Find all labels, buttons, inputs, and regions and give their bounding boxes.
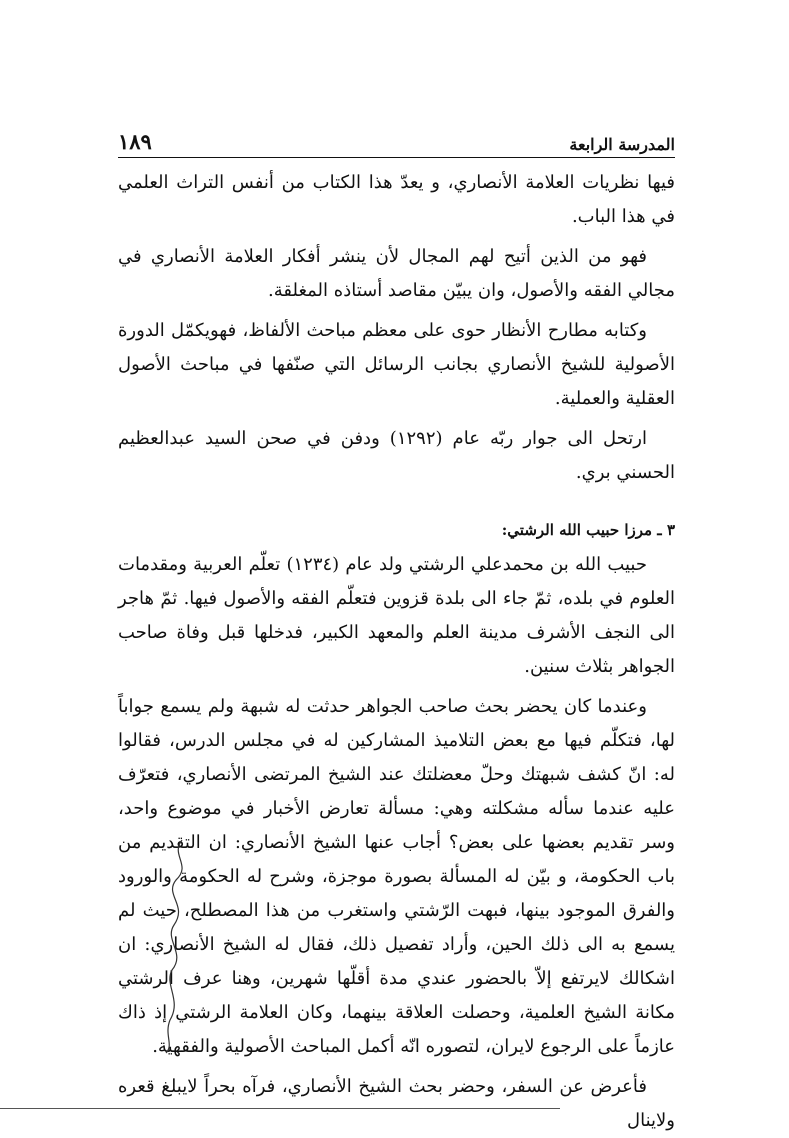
paragraph: فيها نظريات العلامة الأنصاري، و يعدّ هذا الكتاب من أنفس التراث العلمي في هذا الباب. [118,172,675,227]
page-number: ١٨٩ [118,129,152,154]
handwritten-margin-mark [152,835,202,1055]
paragraph: وكتابه مطارح الأنظار حوى على معظم مباحث الألفاظ، فهويكمّل الدورة الأصولية للشيخ الأنصاري بجانب الرسائل التي صنّفها في مباحث الأصول العقلية والعملية. [118,320,675,409]
paragraph: فهو من الذين أتيح لهم المجال لأن ينشر أفكار العلامة الأنصاري في مجالي الفقه والأصول، وان يبيّن مقاصد أستاذه المغلقة. [118,246,675,301]
page-header [118,126,675,154]
paragraph: فأعرض عن السفر، وحضر بحث الشيخ الأنصاري، فرآه بحراً لايبلغ قعره ولاينال [118,1076,675,1131]
bottom-page-edge [0,1108,560,1109]
paragraph: وعندما كان يحضر بحث صاحب الجواهر حدثت له شبهة ولم يسمع جواباً لها، فتكلّم فيها مع بعض التلاميذ المشاركين له في مجلس الدرس، فقالوا له: انّ كشف شبهتك وحلّ معضلتك عند الشيخ المرتضى الأنصاري، فتعرّف عليه عندما سأله مشكلته وهي: مسألة تعارض الأخبار في موضوع واحد، وسر تقديم بعضها على بعض؟ أجاب عنها الشيخ الأنصاري: ان التقديم من باب الحكومة، و بيّن له المسألة بصورة موجزة، وشرح له الحكومة والورود والفرق الموجود بينها، فبهت الرّشتي واستغرب من هذا المصطلح، حيث لم يسمع به الى ذلك الحين، وأراد تفصيل ذلك، فقال له الشيخ الأنصاري: ان اشكالك لايرتفع إلاّ بالحضور عندي مدة أقلّها شهرين، وهنا عرف الرشتي مكانة الشيخ العلمية، وحصلت العلاقة بينهما، وكان العلامة الرشتي إذ ذاك عازماً على الرجوع لايران، لتصوره انّه أكمل المباحث الأصولية والفقهية. [118,696,675,1057]
chapter-title: المدرسة الرابعة [569,135,675,154]
section-heading: ٣ ـ مرزا حبيب الله الرشتي: [501,521,675,539]
paragraph: حبيب الله بن محمدعلي الرشتي ولد عام (١٢٣٤) تعلّم العربية ومقدمات العلوم في بلده، ثمّ جاء الى بلدة قزوين فتعلّم الفقه والأصول فيها. ثمّ هاجر الى النجف الأشرف مدينة العلم والمعهد الكبير، فدخلها قبل وفاة صاحب الجواهر بثلاث سنين. [118,554,675,677]
header-divider [118,157,675,158]
paragraph: ارتحل الى جوار ربّه عام (١٢٩٢) ودفن في صحن السيد عبدالعظيم الحسني بري. [118,428,675,483]
